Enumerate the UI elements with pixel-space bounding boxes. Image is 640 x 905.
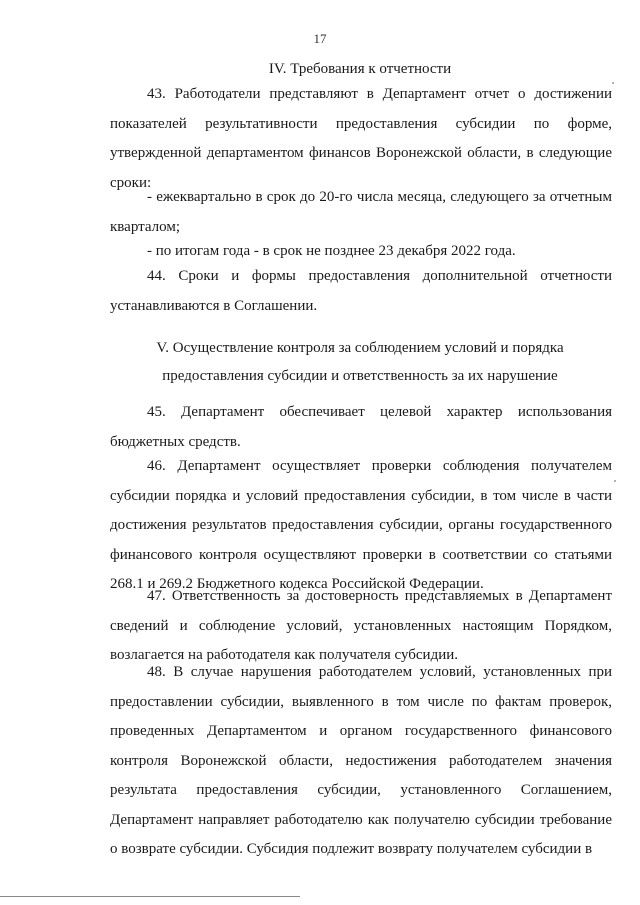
scan-speck xyxy=(612,82,614,84)
paragraph-45: 45. Департамент обеспечивает целевой характер использования бюджетных средств. xyxy=(110,404,612,450)
section-iv-title: IV. Требования к отчетности xyxy=(268,61,452,77)
scan-speck xyxy=(614,480,616,482)
paragraph-48: 48. В случае нарушения работодателем условий, установленных при предоставлении субсидии, выявленного в том числе по фактам проверок, проведенных Департаментом и органом государственного финансового контроля Воронежской области, недостижения работодателем значения результата предоставления субсидии, установленного Соглашением, Департамент направляет работодателю как получателю субсидии требование о возврате субсидии. Субсидия подлежит возврату получателем субсидии в xyxy=(110,664,612,857)
bullet-quarterly: - ежеквартально в срок до 20-го числа месяца, следующего за отчетным кварталом; xyxy=(110,189,612,235)
scan-edge-line xyxy=(0,896,300,897)
section-v-title-line1: V. Осуществление контроля за соблюдением условий и порядка xyxy=(156,340,564,356)
paragraph-44: 44. Сроки и формы предоставления дополнительной отчетности устанавливаются в Соглашении. xyxy=(110,268,612,314)
paragraph-47: 47. Ответственность за достоверность представляемых в Департамент сведений и соблюдение условий, установленных настоящим Порядком, возлагается на работодателя как получателя субсидии. xyxy=(110,588,612,663)
bullet-yearly: - по итогам года - в срок не позднее 23 декабря 2022 года. xyxy=(147,243,516,259)
paragraph-46: 46. Департамент осуществляет проверки соблюдения получателем субсидии порядка и условий предоставления субсидии, в том числе в части достижения результатов предоставления субсидии, органы государственного финансового контроля осуществляют проверки в соответствии со статьями 268.1 и 269.2 Бюджетного кодекса Российской Федерации. xyxy=(110,458,612,592)
paragraph-43: 43. Работодатели представляют в Департамент отчет о достижении показателей результативности предоставления субсидии по форме, утвержденной департаментом финансов Воронежской области, в следующие сроки: xyxy=(110,86,612,191)
section-v-title-line2: предоставления субсидии и ответственность за их нарушение xyxy=(162,368,558,384)
page-number: 17 xyxy=(313,31,327,46)
